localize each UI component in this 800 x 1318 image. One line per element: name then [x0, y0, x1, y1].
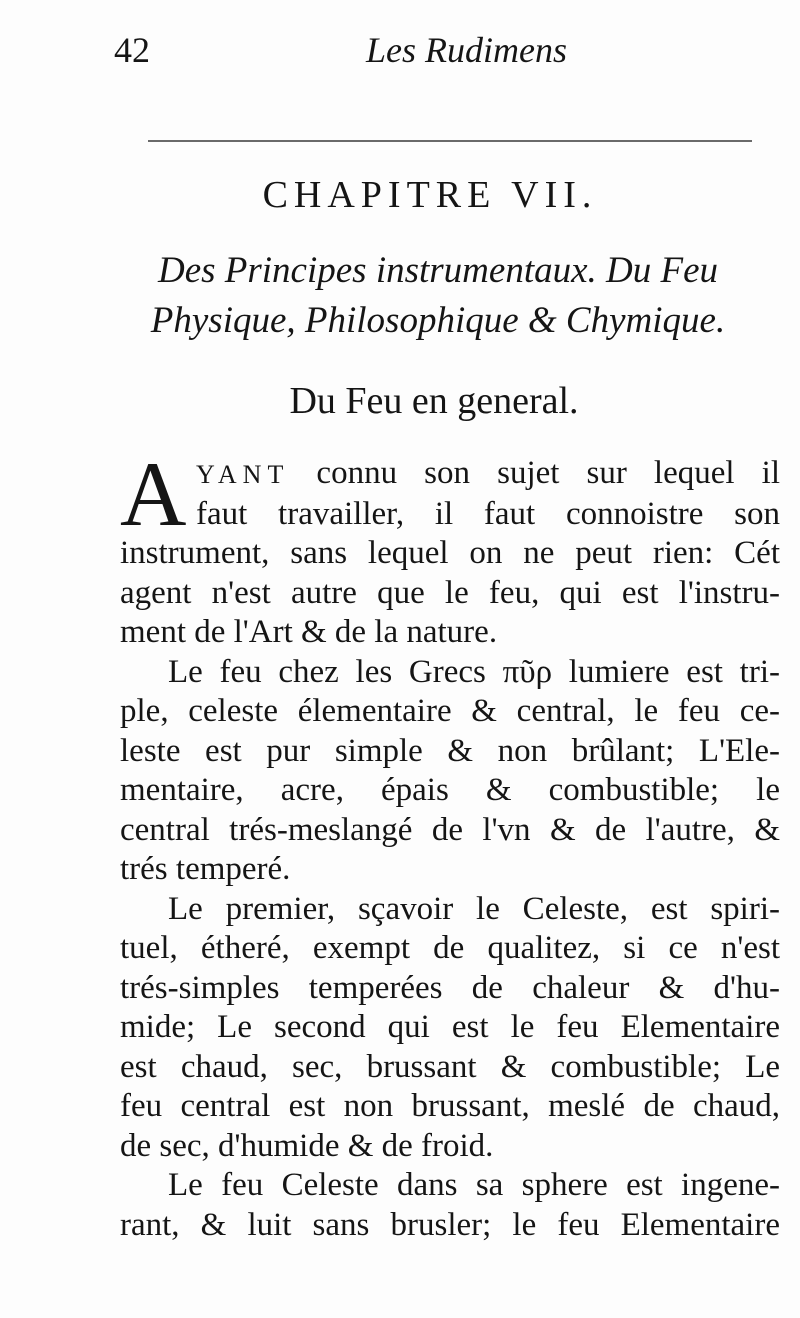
- drop-cap: A: [120, 443, 187, 545]
- running-head: [0, 28, 800, 72]
- text-line: rant, & luit sans brusler; le feu Elementaire: [120, 1206, 780, 1243]
- text-line: Le feu chez les Grecs πῦρ lumiere est tri-: [168, 653, 780, 690]
- text-line: faut travailler, il faut connoistre son: [196, 495, 780, 532]
- text-line: trés-simples temperées de chaleur & d'hu-: [120, 969, 780, 1006]
- text-line: Le premier, sçavoir le Celeste, est spiri-: [168, 890, 780, 927]
- smallcaps-word: YANT: [196, 460, 290, 489]
- section-heading: Du Feu en general.: [289, 380, 579, 422]
- text-line-content: connu son sujet sur lequel il: [289, 455, 780, 491]
- text-line: ment de l'Art & de la nature.: [120, 614, 498, 650]
- text-line: Le feu Celeste dans sa sphere est ingene-: [168, 1167, 780, 1203]
- chapter-subtitle-line-2: Physique, Philosophique & Chymique.: [150, 300, 726, 341]
- text-line: ple, celeste élementaire & central, le feu ce-: [120, 693, 780, 729]
- text-line: leste est pur simple & non brûlant; L'Ele-: [120, 732, 780, 769]
- chapter-subtitle-line-1: Des Principes instrumentaux. Du Feu: [157, 250, 719, 291]
- text-line: agent n'est autre que le feu, qui est l'instru-: [120, 574, 780, 611]
- text-line: trés temperé.: [120, 851, 291, 887]
- text-line: de sec, d'humide & de froid.: [120, 1127, 494, 1164]
- text-line: tuel, étheré, exempt de qualitez, si ce n'est: [120, 930, 780, 966]
- text-line: central trés-meslangé de l'vn & de l'autre, &: [120, 811, 780, 848]
- text-line: feu central est non brussant, meslé de chaud,: [120, 1088, 780, 1124]
- text-line: instrument, sans lequel on ne peut rien: Cét: [120, 535, 780, 571]
- text-line: est chaud, sec, brussant & combustible; Le: [120, 1048, 780, 1085]
- header-rule: [148, 140, 752, 142]
- text-line: mide; Le second qui est le feu Elementaire: [120, 1009, 780, 1045]
- chapter-heading: CHAPITRE VII.: [262, 174, 598, 216]
- page-number: 42: [114, 30, 150, 70]
- text-line: mentaire, acre, épais & combustible; le: [120, 772, 780, 808]
- chapter-subtitle: [108, 246, 768, 346]
- running-title: Les Rudimens: [366, 30, 567, 70]
- body-text: [120, 443, 780, 1245]
